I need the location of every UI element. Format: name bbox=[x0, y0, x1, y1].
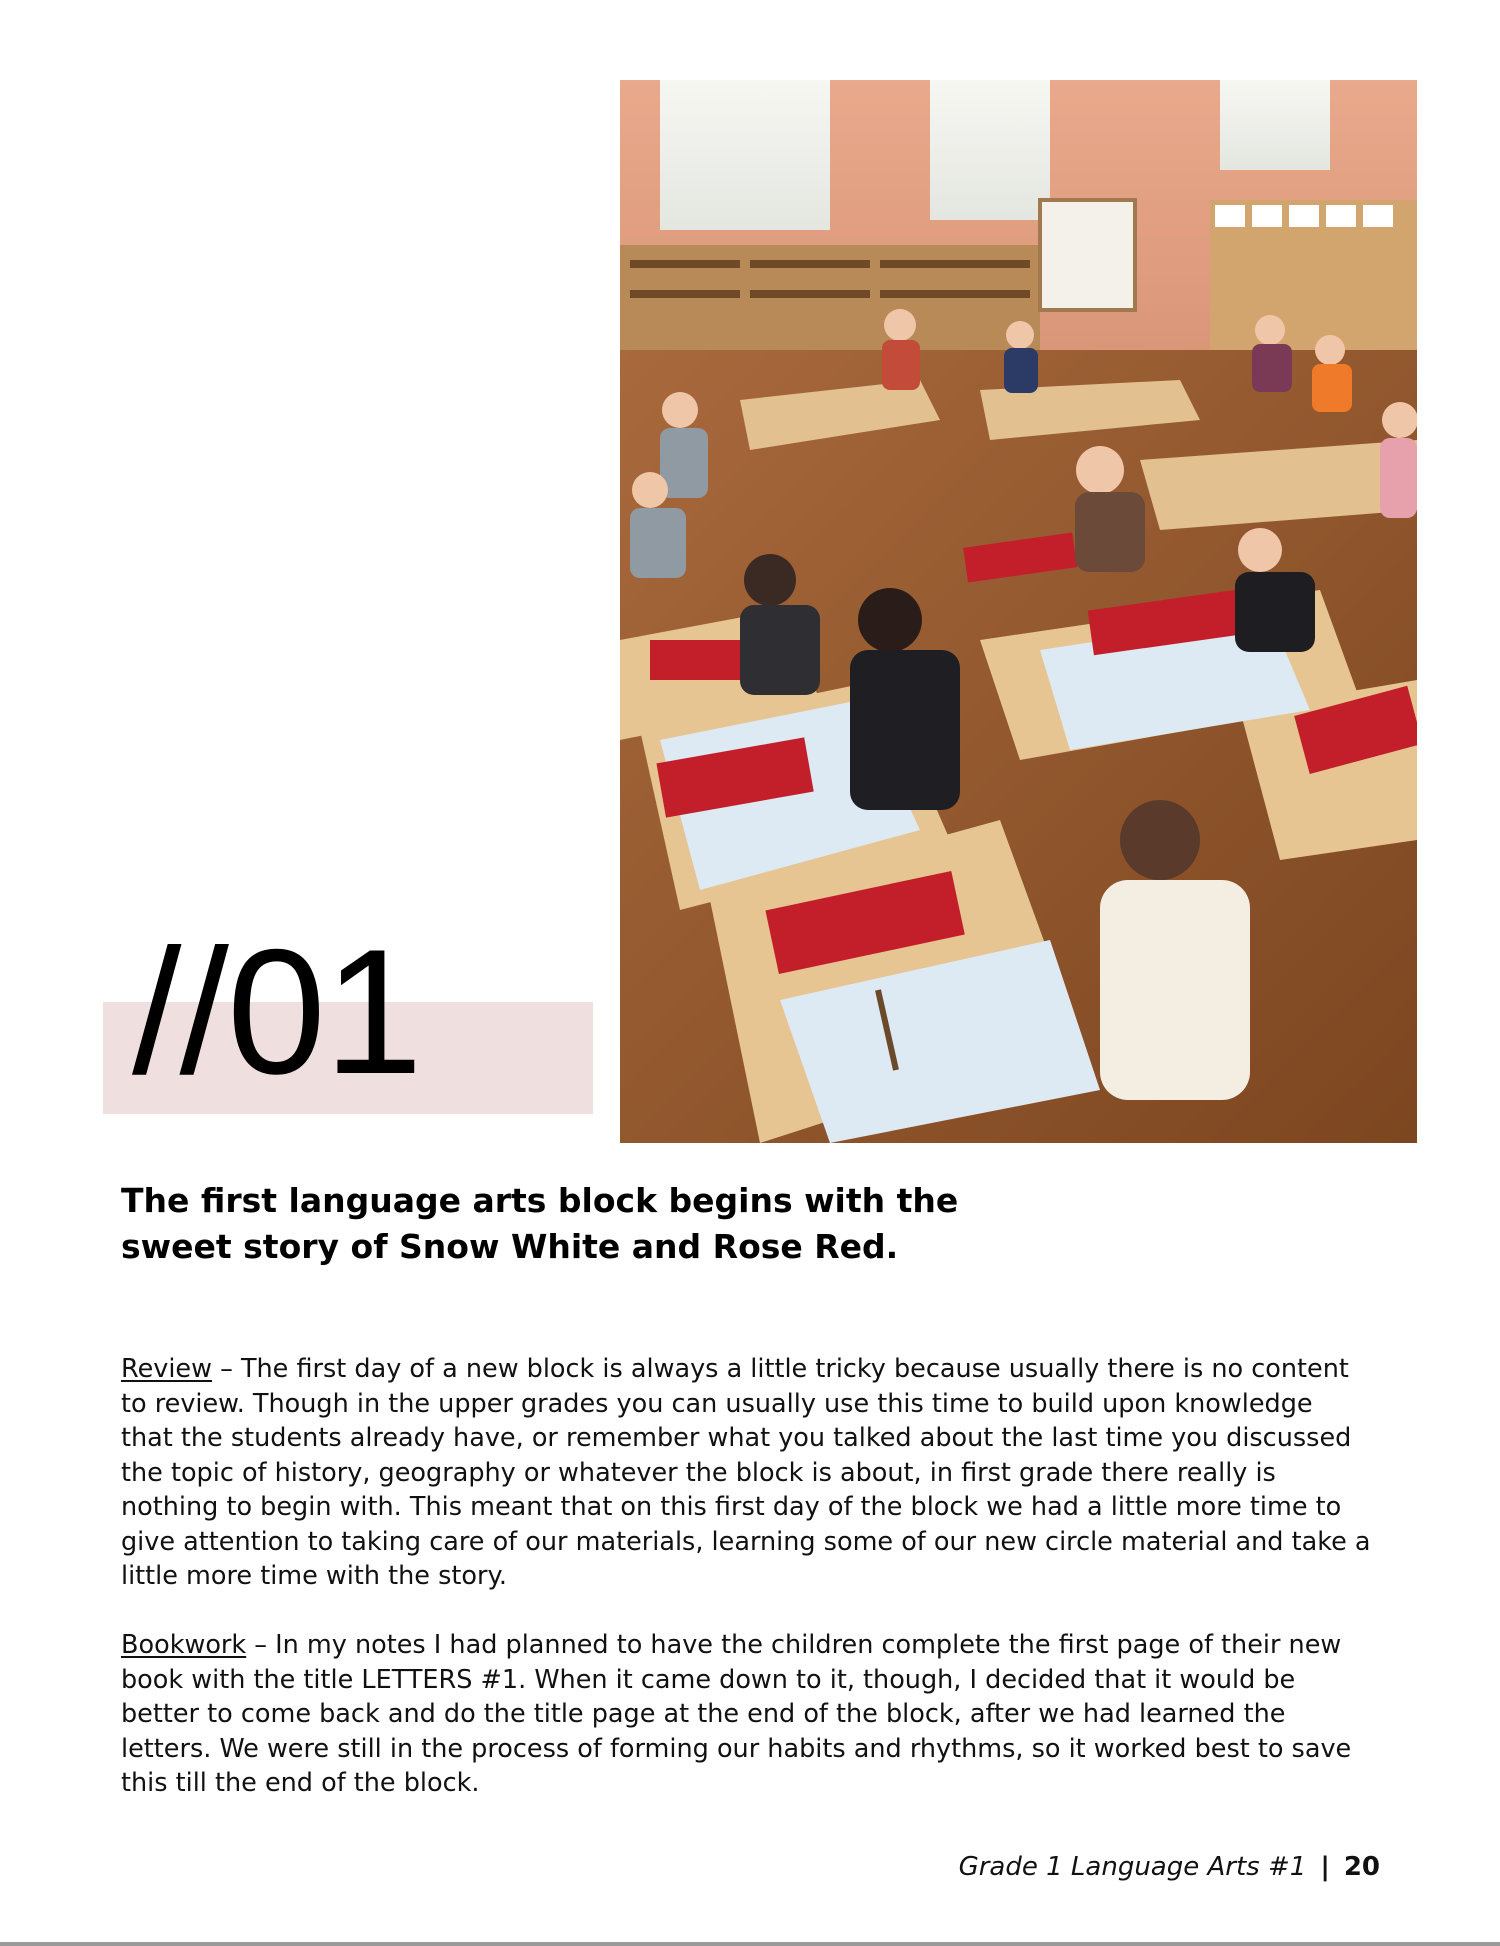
classroom-photo bbox=[620, 80, 1417, 1143]
review-paragraph bbox=[121, 1352, 1371, 1594]
bookwork-text: – In my notes I had planned to have the children complete the first page of their new book with the title LETTERS #1. When it came down to it, though, I decided that it would be better to come back and do the title page at the end of the block, after we had learned the letters. We were still in the process of forming our habits and rhythms, so it worked best to save this till the end of the block. bbox=[121, 1630, 1352, 1798]
review-text: – The first day of a new block is always a little tricky because usually there is no content to review. Though in the upper grades you can usually use this time to build upon knowledge that the students already have, or remember what you talked about the last time you discussed the topic of history, geography or whatever the block is about, in first grade there really is nothing to begin with. This meant that on this first day of the block we had a little more time to give attention to taking care of our materials, learning some of our new circle material and take a little more time with the story. bbox=[121, 1354, 1371, 1591]
bottom-rule bbox=[0, 1942, 1500, 1946]
section-number: //01 bbox=[132, 912, 421, 1111]
footer-separator: | bbox=[1320, 1852, 1330, 1882]
bookwork-paragraph bbox=[121, 1628, 1371, 1801]
review-term: Review bbox=[121, 1354, 212, 1384]
bookwork-term: Bookwork bbox=[121, 1630, 247, 1660]
lead-heading-line-2: sweet story of Snow White and Rose Red. bbox=[121, 1227, 899, 1266]
lead-heading bbox=[121, 1178, 1081, 1270]
lead-heading-line-1: The first language arts block begins with the bbox=[121, 1181, 959, 1220]
page-footer bbox=[959, 1850, 1380, 1884]
footer-document-title: Grade 1 Language Arts #1 bbox=[958, 1852, 1307, 1882]
page-number: 20 bbox=[1343, 1852, 1380, 1882]
